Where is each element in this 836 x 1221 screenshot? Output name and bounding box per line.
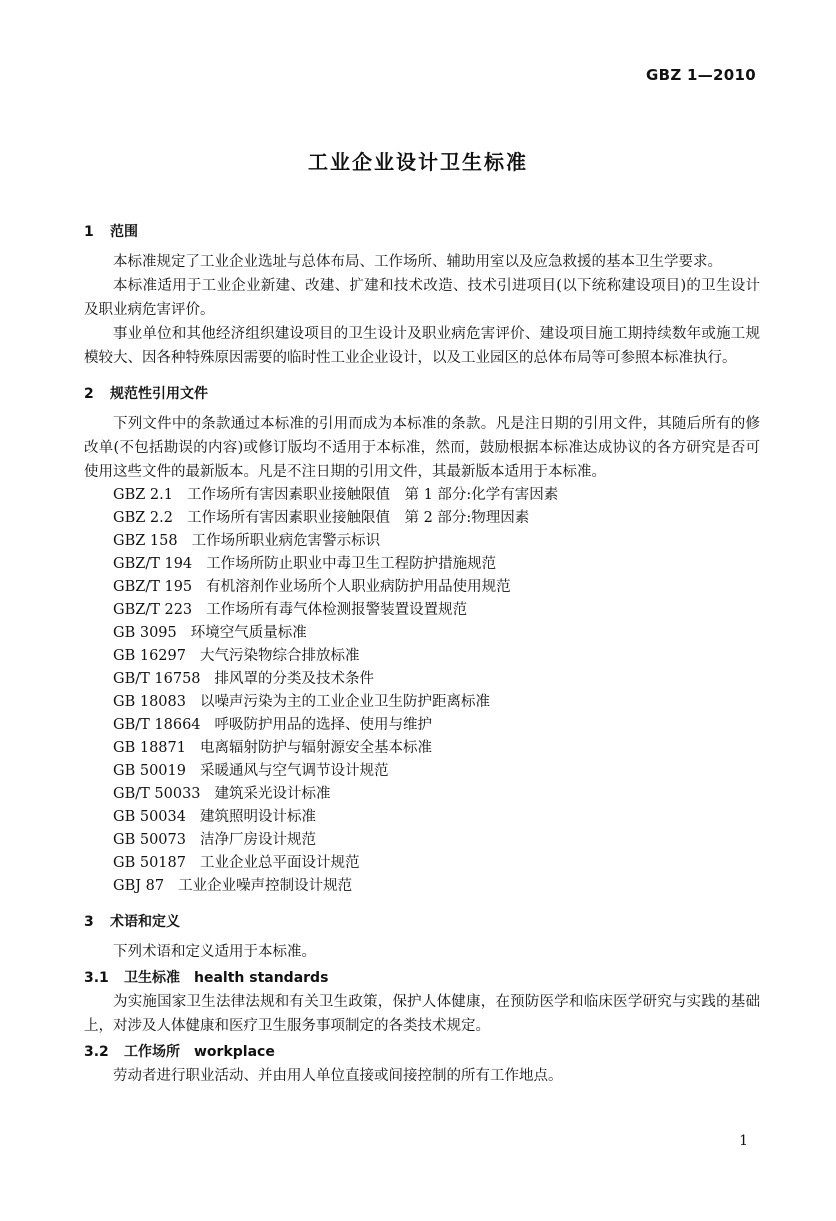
reference-code: GB 50019 [113, 763, 186, 779]
reference-item [84, 760, 760, 783]
section-number: 2 [84, 386, 94, 402]
reference-title: 建筑照明设计标准 [199, 809, 316, 825]
document-title: 工业企业设计卫生标准 [308, 150, 528, 174]
paragraph: 下列文件中的条款通过本标准的引用而成为本标准的条款。凡是注日期的引用文件，其随后所有的修改单(不包括勘误的内容)或修订版均不适用于本标准，然而，鼓励根据本标准达成协议的各方研究是否可使用这些文件的最新版本。凡是不注日期的引用文件，其最新版本适用于本标准。 [84, 416, 760, 480]
term-definition: 为实施国家卫生法律法规和有关卫生政策，保护人体健康，在预防医学和临床医学研究与实践的基础上，对涉及人体健康和医疗卫生服务事项制定的各类技术规定。 [84, 994, 760, 1034]
section-number: 3 [84, 914, 94, 930]
reference-code: GBZ/T 194 [113, 556, 193, 572]
reference-title: 工业企业总平面设计规范 [199, 855, 360, 871]
reference-title: 以噪声污染为主的工业企业卫生防护距离标准 [199, 694, 490, 710]
reference-title: 工作场所有害因素职业接触限值 第 1 部分:化学有害因素 [186, 487, 559, 503]
reference-code: GBZ/T 195 [113, 579, 193, 595]
reference-code: GB 3095 [113, 625, 177, 641]
term-name: 卫生标准 [124, 970, 180, 986]
term-name: 工作场所 [124, 1044, 180, 1060]
reference-code: GB 50034 [113, 809, 186, 825]
reference-item [84, 829, 760, 852]
reference-item [84, 668, 760, 691]
reference-code: GB/T 50033 [113, 786, 201, 802]
paragraph: 本标准适用于工业企业新建、改建、扩建和技术改造、技术引进项目(以下统称建设项目)的卫生设计及职业病危害评价。 [84, 278, 760, 318]
term-3-2-heading [84, 1040, 760, 1064]
reference-item [84, 875, 760, 898]
reference-title: 洁净厂房设计规范 [199, 832, 316, 848]
reference-title: 电离辐射防护与辐射源安全基本标准 [199, 740, 432, 756]
reference-title: 大气污染物综合排放标准 [199, 648, 360, 664]
term-number: 3.1 [84, 970, 109, 986]
reference-title: 有机溶剂作业场所个人职业病防护用品使用规范 [206, 579, 511, 595]
term-definition: 劳动者进行职业活动、并由用人单位直接或间接控制的所有工作地点。 [113, 1068, 563, 1084]
reference-title: 工作场所有毒气体检测报警装置设置规范 [206, 602, 468, 618]
section-1-heading [84, 220, 760, 244]
reference-code: GB/T 16758 [113, 671, 201, 687]
reference-code: GB 50187 [113, 855, 186, 871]
reference-code: GB/T 18664 [113, 717, 201, 733]
reference-code: GB 50073 [113, 832, 186, 848]
reference-title: 建筑采光设计标准 [214, 786, 331, 802]
reference-item [84, 576, 760, 599]
reference-title: 工作场所有害因素职业接触限值 第 2 部分:物理因素 [186, 510, 530, 526]
term-3-1-heading [84, 966, 760, 990]
reference-code: GB 18871 [113, 740, 186, 756]
term-english: health standards [194, 970, 329, 986]
document-body [84, 212, 760, 1088]
reference-item [84, 530, 760, 553]
reference-item [84, 484, 760, 507]
reference-code: GBJ 87 [113, 878, 165, 894]
reference-title: 呼吸防护用品的选择、使用与维护 [214, 717, 433, 733]
reference-code: GB 18083 [113, 694, 186, 710]
reference-item [84, 553, 760, 576]
reference-item [84, 714, 760, 737]
paragraph: 本标准规定了工业企业选址与总体布局、工作场所、辅助用室以及应急救援的基本卫生学要求。 [113, 254, 722, 270]
section-title: 术语和定义 [110, 914, 180, 930]
section-2-heading [84, 382, 760, 406]
reference-code: GB 16297 [113, 648, 186, 664]
reference-title: 排风罩的分类及技术条件 [214, 671, 375, 687]
page-number: 1 [739, 1133, 748, 1149]
reference-title: 工作场所职业病危害警示标识 [191, 533, 381, 549]
reference-item [84, 645, 760, 668]
reference-item [84, 507, 760, 530]
term-english: workplace [194, 1044, 275, 1060]
section-number: 1 [84, 224, 94, 240]
reference-list [84, 484, 760, 898]
reference-item [84, 737, 760, 760]
reference-title: 环境空气质量标准 [190, 625, 307, 641]
reference-title: 工作场所防止职业中毒卫生工程防护措施规范 [206, 556, 497, 572]
paragraph: 下列术语和定义适用于本标准。 [113, 944, 316, 960]
reference-item [84, 622, 760, 645]
reference-item [84, 806, 760, 829]
reference-code: GBZ 2.2 [113, 510, 173, 526]
section-title: 范围 [110, 224, 138, 240]
reference-item [84, 599, 760, 622]
paragraph: 事业单位和其他经济组织建设项目的卫生设计及职业病危害评价、建设项目施工期持续数年或施工规模较大、因各种特殊原因需要的临时性工业企业设计，以及工业园区的总体布局等可参照本标准执行。 [84, 326, 760, 366]
term-number: 3.2 [84, 1044, 109, 1060]
reference-item [84, 691, 760, 714]
reference-code: GBZ/T 223 [113, 602, 193, 618]
standard-code: GBZ 1—2010 [645, 66, 756, 84]
reference-item [84, 852, 760, 875]
reference-title: 采暖通风与空气调节设计规范 [199, 763, 389, 779]
section-title: 规范性引用文件 [110, 386, 208, 402]
reference-title: 工业企业噪声控制设计规范 [178, 878, 353, 894]
section-3-heading [84, 910, 760, 934]
reference-item [84, 783, 760, 806]
reference-code: GBZ 158 [113, 533, 178, 549]
reference-code: GBZ 2.1 [113, 487, 173, 503]
